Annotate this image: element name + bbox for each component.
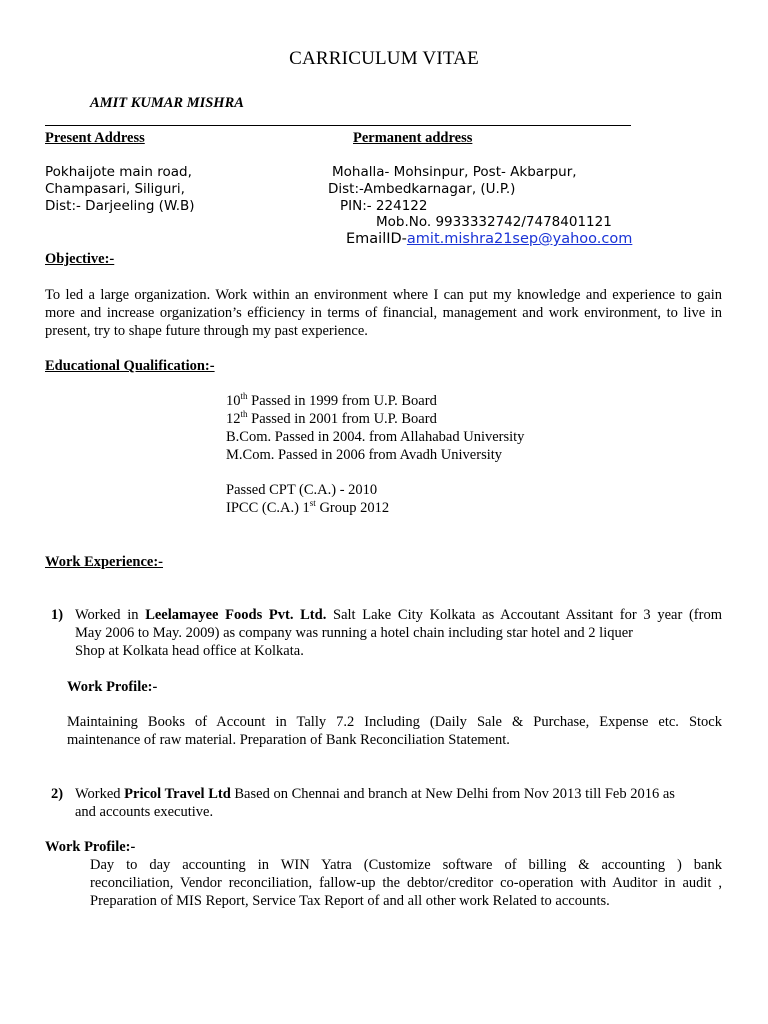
- job-description: [75, 607, 722, 643]
- work-profile-text: [67, 714, 722, 750]
- company-name: Pricol Travel Ltd: [124, 786, 231, 802]
- header-divider: [45, 125, 631, 126]
- work-profile-heading: Work Profile:-: [67, 679, 158, 695]
- permanent-address-line: Dist:-Ambedkarnagar, (U.P.): [328, 181, 516, 197]
- email-link[interactable]: amit.mishra21sep@yahoo.com: [406, 231, 633, 247]
- job-line: and accounts executive.: [75, 804, 214, 820]
- education-item: M.Com. Passed in 2006 from Avadh University: [226, 447, 503, 463]
- document-title: CARRICULUM VITAE: [289, 48, 479, 69]
- education-item: Passed CPT (C.A.) - 2010: [226, 482, 378, 498]
- job-line: Worked in Leelamayee Foods Pvt. Ltd. Salt Lake City Kolkata as Accoutant Assitant for 3 year (from: [75, 607, 722, 623]
- candidate-name: AMIT KUMAR MISHRA: [90, 95, 244, 111]
- permanent-address-pin: PIN:- 224122: [340, 198, 428, 214]
- work-profile-text: [90, 857, 722, 910]
- company-name: Leelamayee Foods Pvt. Ltd.: [145, 607, 327, 623]
- objective-line: more and increase organization’s efficiency in terms of financial, management and work environment, to live in: [45, 304, 722, 321]
- objective-line: present, try to shape future through my past experience.: [45, 322, 368, 339]
- objective-line: To led a large organization. Work within an environment where I can put my knowledge and experience to gain: [45, 287, 722, 303]
- present-address-line: Champasari, Siliguri,: [45, 181, 185, 197]
- objective-text: [45, 287, 722, 340]
- work-experience-heading: Work Experience:-: [45, 554, 163, 570]
- education-heading: Educational Qualification:-: [45, 358, 215, 374]
- job-line: May 2006 to May. 2009) as company was running a hotel chain including star hotel and 2 liquer: [75, 624, 633, 641]
- email-line: [346, 231, 632, 247]
- education-item: IPCC (C.A.) 1st Group 2012: [226, 498, 390, 516]
- profile-line: maintenance of raw material. Preparation of Bank Reconciliation Statement.: [67, 731, 510, 748]
- permanent-address-line: Mohalla- Mohsinpur, Post- Akbarpur,: [332, 164, 577, 180]
- present-address-line: Dist:- Darjeeling (W.B): [45, 198, 195, 214]
- profile-line: Preparation of MIS Report, Service Tax Report of and all other work Related to accounts.: [90, 892, 610, 909]
- job-number: 2): [51, 786, 64, 802]
- profile-line: Day to day accounting in WIN Yatra (Customize software of billing & accounting ) bank: [90, 857, 722, 873]
- objective-heading: Objective:-: [45, 251, 115, 267]
- profile-line: Maintaining Books of Account in Tally 7.2 Including (Daily Sale & Purchase, Expense etc. Stock: [67, 714, 722, 730]
- education-item: 10th Passed in 1999 from U.P. Board: [226, 391, 437, 409]
- email-label: EmailID-: [346, 231, 407, 247]
- present-address-heading: Present Address: [45, 130, 145, 146]
- education-item: B.Com. Passed in 2004. from Allahabad University: [226, 429, 525, 445]
- profile-line: reconciliation, Vendor reconciliation, fallow-up the debtor/creditor co-operation with Auditor in audit ,: [90, 874, 722, 891]
- job-line: Shop at Kolkata head office at Kolkata.: [75, 643, 304, 659]
- work-profile-heading: Work Profile:-: [45, 839, 136, 855]
- job-number: 1): [51, 607, 64, 623]
- permanent-address-mobile: Mob.No. 9933332742/7478401121: [376, 214, 612, 230]
- education-item: 12th Passed in 2001 from U.P. Board: [226, 409, 437, 427]
- job-line: Worked Pricol Travel Ltd Based on Chennai and branch at New Delhi from Nov 2013 till Feb 2016 as: [75, 786, 675, 802]
- permanent-address-heading: Permanent address: [353, 130, 473, 146]
- present-address-line: Pokhaijote main road,: [45, 164, 192, 180]
